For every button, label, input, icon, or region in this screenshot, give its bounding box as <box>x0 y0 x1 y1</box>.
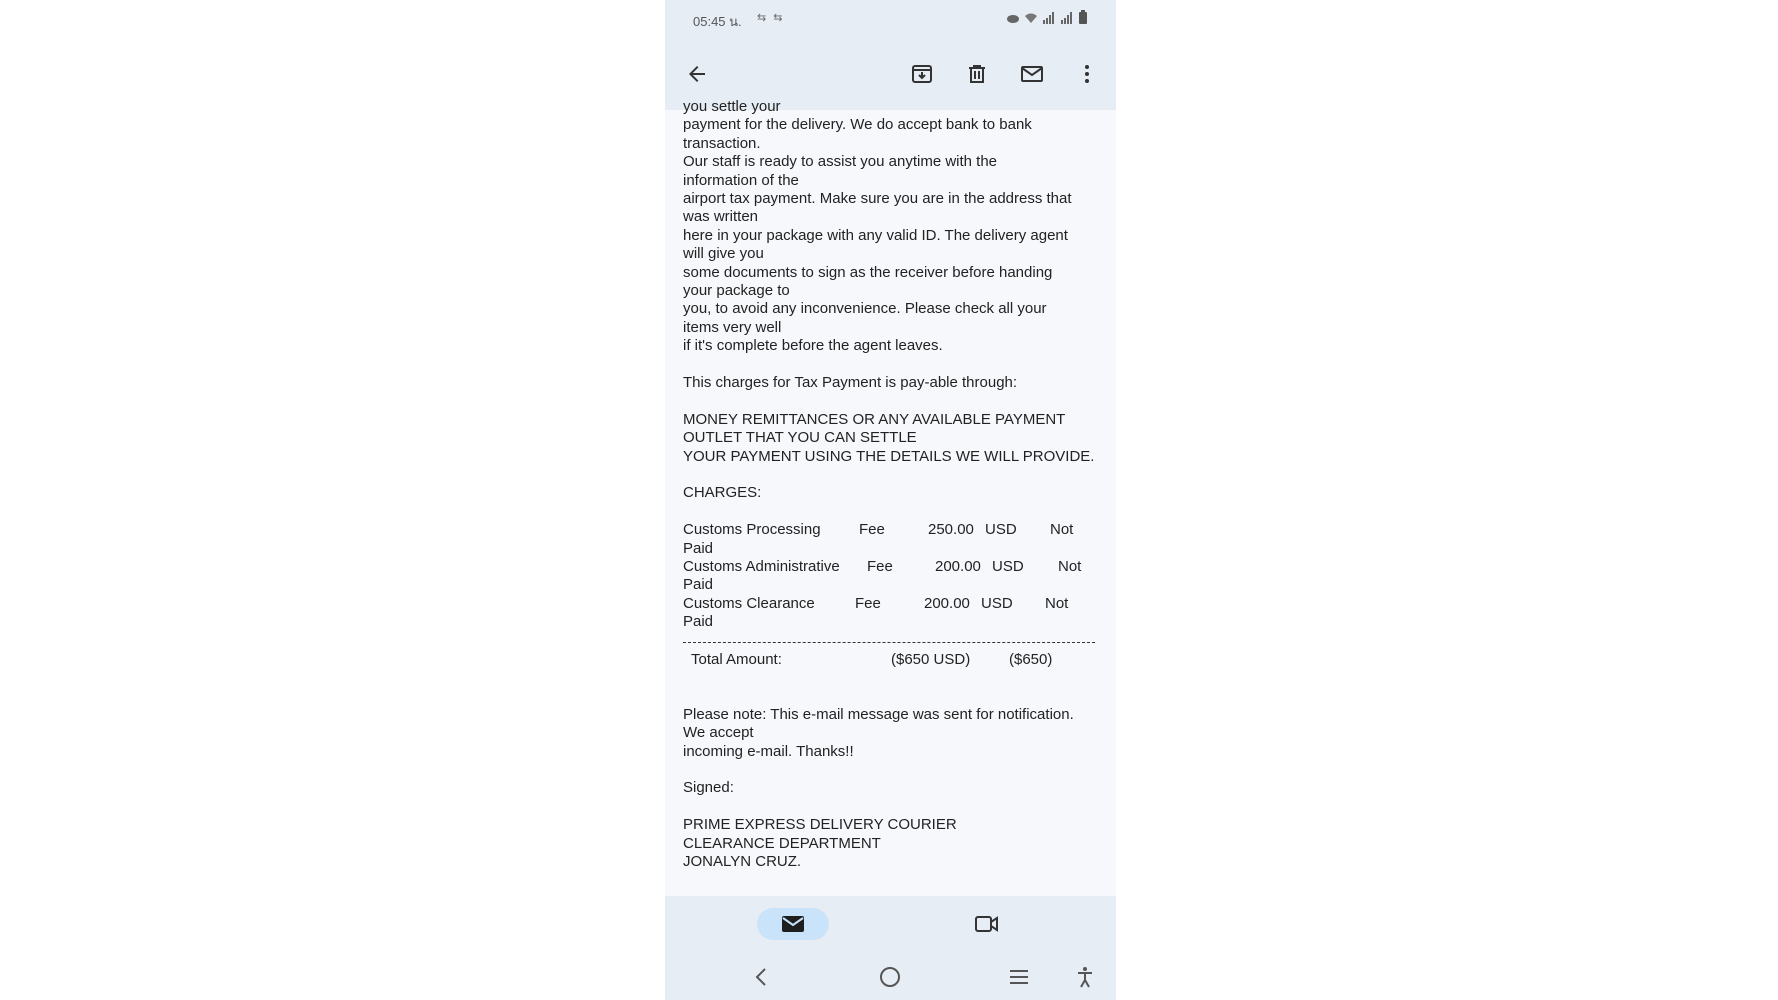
more-vertical-icon <box>1075 62 1099 86</box>
more-options-button[interactable] <box>1071 58 1103 90</box>
charge-status: Not <box>1058 558 1082 576</box>
total-value-short: ($650) <box>1009 650 1053 668</box>
body-line: airport tax payment. Make sure you are in the address that <box>683 190 1072 208</box>
charge-row <box>683 558 1101 595</box>
data-saver-icon <box>1006 11 1020 29</box>
total-row <box>683 651 1101 669</box>
payment-method-line: MONEY REMITTANCES OR ANY AVAILABLE PAYMENT <box>683 410 1066 428</box>
delete-button[interactable] <box>961 58 993 90</box>
mark-unread-button[interactable] <box>1016 58 1048 90</box>
charge-amount: 200.00 <box>935 558 981 576</box>
archive-icon <box>910 62 934 86</box>
mail-icon <box>781 914 805 934</box>
battery-icon <box>1078 10 1088 29</box>
payment-method-line: YOUR PAYMENT USING THE DETAILS WE WILL PROVIDE. <box>683 447 1095 465</box>
charge-currency: USD <box>992 558 1024 576</box>
body-line: your package to <box>683 282 790 300</box>
charge-status: Not <box>1045 594 1069 612</box>
signal-icon <box>1060 11 1074 29</box>
cut-off-line: you settle your <box>683 98 781 115</box>
status-bar <box>665 0 1116 38</box>
meet-tab[interactable] <box>971 908 1003 940</box>
charge-currency: USD <box>981 594 1013 612</box>
charge-amount: 250.00 <box>928 521 974 539</box>
body-line: was written <box>683 208 759 226</box>
charges-heading: CHARGES: <box>683 484 762 502</box>
archive-button[interactable] <box>906 58 938 90</box>
note-line: We accept <box>683 724 754 742</box>
accessibility-button[interactable] <box>1071 963 1099 991</box>
charge-currency: USD <box>985 521 1017 539</box>
body-line: you, to avoid any inconvenience. Please check all your <box>683 300 1047 318</box>
wifi-icon <box>1024 11 1038 29</box>
system-back-button[interactable] <box>747 963 775 991</box>
home-circle-icon <box>879 966 901 988</box>
bottom-navigation <box>665 896 1116 954</box>
signature-line: JONALYN CRUZ. <box>683 853 802 871</box>
system-recents-button[interactable] <box>1005 963 1033 991</box>
accessibility-icon <box>1076 966 1094 988</box>
email-message <box>683 98 1101 871</box>
note-line: Please note: This e-mail message was sent for notification. <box>683 705 1074 723</box>
body-line: some documents to sign as the receiver before handing <box>683 263 1053 281</box>
email-body <box>665 98 1116 896</box>
system-home-button[interactable] <box>876 963 904 991</box>
charge-name: Customs Administrative <box>683 558 840 576</box>
status-right <box>1006 10 1088 29</box>
note-line: incoming e-mail. Thanks!! <box>683 742 854 760</box>
dashed-divider <box>683 642 1095 643</box>
body-line: payment for the delivery. We do accept bank to bank <box>683 116 1032 134</box>
charge-status: Not <box>1050 521 1074 539</box>
body-line: items very well <box>683 318 782 336</box>
body-line: transaction. <box>683 134 761 152</box>
charge-name: Customs Processing <box>683 521 821 539</box>
body-line: information of the <box>683 171 799 189</box>
body-line: if it's complete before the agent leaves. <box>683 337 943 355</box>
body-line: will give you <box>683 245 764 263</box>
phone-screen <box>665 0 1116 1000</box>
charges-intro: This charges for Tax Payment is pay-able through: <box>683 374 1018 392</box>
charge-name: Customs Clearance <box>683 594 815 612</box>
system-navigation <box>665 954 1116 1000</box>
back-button[interactable] <box>681 58 713 90</box>
body-line: Our staff is ready to assist you anytime with the <box>683 153 998 171</box>
charge-fee: Fee <box>859 521 885 539</box>
charge-fee: Fee <box>855 594 881 612</box>
mail-icon <box>1020 62 1044 86</box>
total-label: Total Amount: <box>691 650 782 668</box>
signed-label: Signed: <box>683 779 734 797</box>
charge-row <box>683 595 1101 632</box>
signal-icon <box>1042 11 1056 29</box>
charge-status-cont: Paid <box>683 576 714 594</box>
charge-row <box>683 521 1101 558</box>
charge-status-cont: Paid <box>683 539 714 557</box>
mail-tab[interactable] <box>757 908 829 940</box>
back-chevron-icon <box>754 967 768 987</box>
total-value: ($650 USD) <box>891 650 971 668</box>
charge-amount: 200.00 <box>924 594 970 612</box>
signature-line: PRIME EXPRESS DELIVERY COURIER <box>683 816 957 834</box>
recents-icon <box>1008 968 1030 986</box>
payment-method-line: OUTLET THAT YOU CAN SETTLE <box>683 429 917 447</box>
trash-icon <box>965 62 989 86</box>
signature-line: CLEARANCE DEPARTMENT <box>683 834 881 852</box>
arrow-left-icon <box>685 62 709 86</box>
status-time: 05:45 น. <box>693 14 742 29</box>
charge-fee: Fee <box>867 558 893 576</box>
notification-icons: ⇆ ⇆ <box>757 12 785 24</box>
body-line: here in your package with any valid ID. The delivery agent <box>683 226 1068 244</box>
video-camera-icon <box>974 914 1000 934</box>
charge-status-cont: Paid <box>683 613 714 631</box>
